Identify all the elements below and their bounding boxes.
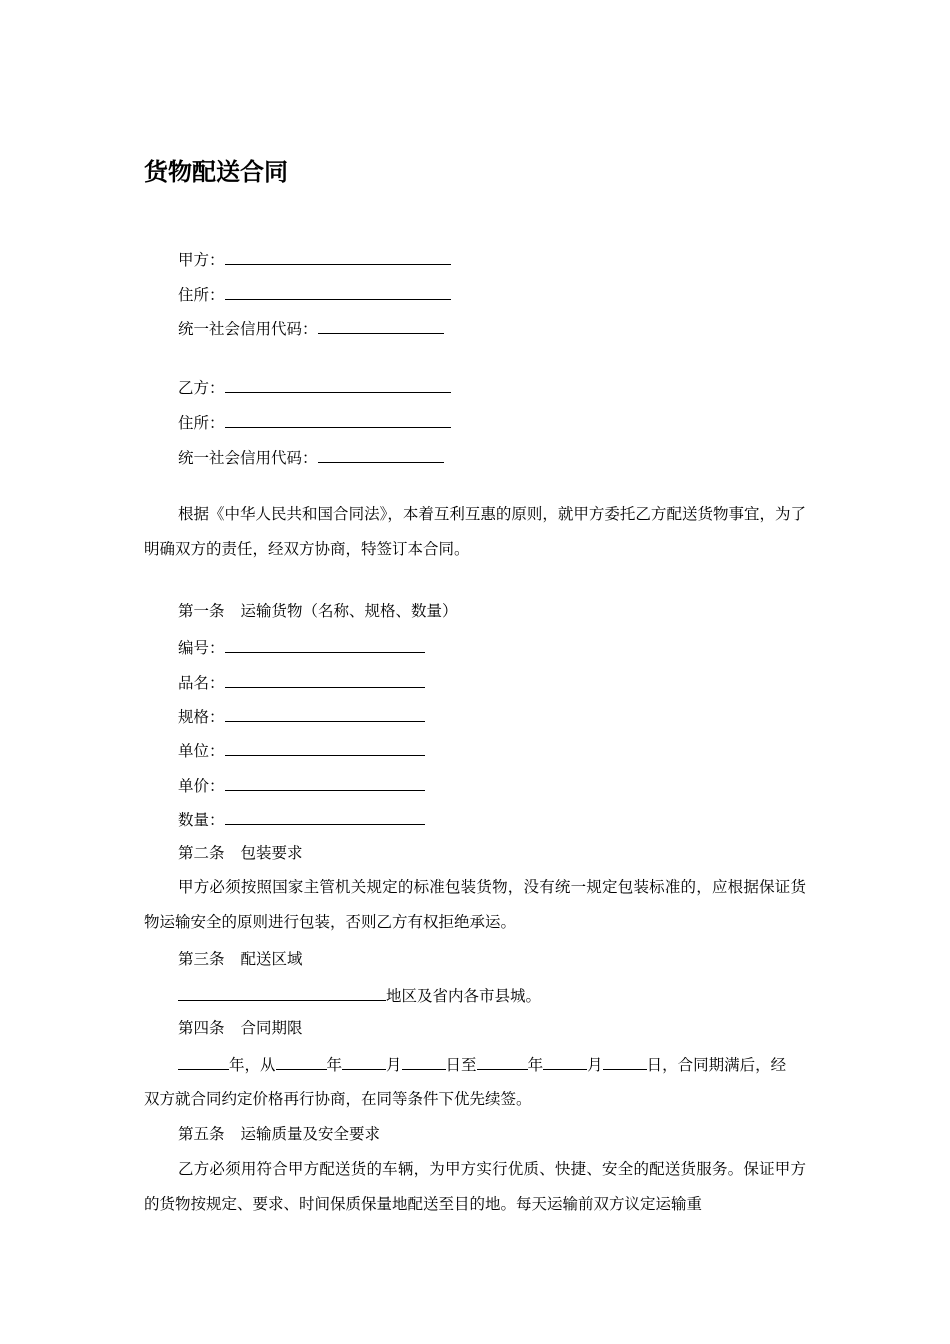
article5-number: 第五条 <box>178 1125 225 1143</box>
field-blank <box>225 636 425 653</box>
date-blank <box>402 1053 446 1070</box>
party-a-code-label: 统一社会信用代码： <box>178 320 318 338</box>
field-line <box>178 774 425 796</box>
field-blank <box>225 774 425 791</box>
article3-number: 第三条 <box>178 950 225 968</box>
date-blank <box>543 1053 587 1070</box>
party-b-address-blank <box>225 411 451 428</box>
field-label: 规格： <box>178 708 225 726</box>
party-b-code-line <box>178 446 444 468</box>
article3-heading <box>178 949 303 969</box>
party-a-address-blank <box>225 283 451 300</box>
date-text: 年 <box>326 1056 343 1074</box>
field-line <box>178 808 425 830</box>
party-a-code-blank <box>318 317 444 334</box>
article2-title: 包装要求 <box>240 844 303 862</box>
date-text: 月 <box>587 1056 603 1074</box>
article4-number: 第四条 <box>178 1019 225 1037</box>
article4-line2: 双方就合同约定价格再行协商，在同等条件下优先续签。 <box>144 1090 532 1108</box>
party-b-address-label: 住所： <box>178 414 225 432</box>
field-line <box>178 739 425 761</box>
article2-body: 甲方必须按照国家主管机关规定的标准包装货物，没有统一规定包装标准的，应根据保证货物运输安全的原则进行包装，否则乙方有权拒绝承运。 <box>144 878 806 931</box>
article1-number: 第一条 <box>178 602 225 620</box>
party-b-line <box>178 376 451 398</box>
field-blank <box>225 705 425 722</box>
field-line <box>178 705 425 727</box>
date-blank <box>477 1053 528 1070</box>
party-b-blank <box>225 376 451 393</box>
party-b-label: 乙方： <box>178 379 225 397</box>
article5-heading <box>178 1124 380 1144</box>
article3-title: 配送区域 <box>240 950 303 968</box>
region-blank <box>178 984 386 1001</box>
field-label: 单位： <box>178 742 225 760</box>
date-text: 日，合同期满后，经 <box>646 1056 787 1074</box>
date-blank <box>342 1053 386 1070</box>
article1-heading <box>178 601 458 621</box>
party-a-address-line <box>178 283 451 305</box>
party-a-line <box>178 248 451 270</box>
article2-number: 第二条 <box>178 844 225 862</box>
article5-title: 运输质量及安全要求 <box>240 1125 381 1143</box>
preamble: 根据《中华人民共和国合同法》，本着互利互惠的原则，就甲方委托乙方配送货物事宜，为了明确双方的责任，经双方协商，特签订本合同。 <box>144 505 806 558</box>
date-text: 年，从 <box>229 1056 276 1074</box>
party-a-label: 甲方： <box>178 251 225 269</box>
field-blank <box>225 739 425 756</box>
party-a-blank <box>225 248 451 265</box>
field-label: 编号： <box>178 639 225 657</box>
field-blank <box>225 808 425 825</box>
field-label: 品名： <box>178 674 225 692</box>
article4-dates <box>178 1053 786 1075</box>
party-b-code-label: 统一社会信用代码： <box>178 449 318 467</box>
party-a-code-line <box>178 317 444 339</box>
article5-body: 乙方必须用符合甲方配送货的车辆，为甲方实行优质、快捷、安全的配送货服务。保证甲方的货物按规定、要求、时间保质保量地配送至目的地。每天运输前双方议定运输重 <box>144 1160 806 1213</box>
field-blank <box>225 671 425 688</box>
date-blank <box>276 1053 327 1070</box>
date-blank <box>603 1053 647 1070</box>
article2-heading <box>178 843 303 863</box>
date-text: 日至 <box>445 1056 477 1074</box>
field-label: 单价： <box>178 777 225 795</box>
article4-title: 合同期限 <box>240 1019 303 1037</box>
field-line <box>178 671 425 693</box>
date-blank <box>178 1053 229 1070</box>
article3-body-text: 地区及省内各市县城。 <box>386 987 542 1005</box>
article4-heading <box>178 1018 303 1038</box>
article3-body <box>178 984 541 1006</box>
party-b-code-blank <box>318 446 444 463</box>
date-text: 年 <box>527 1056 544 1074</box>
article1-title: 运输货物（名称、规格、数量） <box>240 602 458 620</box>
field-line <box>178 636 425 658</box>
page-title: 货物配送合同 <box>144 158 288 186</box>
date-text: 月 <box>386 1056 402 1074</box>
party-a-address-label: 住所： <box>178 286 225 304</box>
party-b-address-line <box>178 411 451 433</box>
field-label: 数量： <box>178 811 225 829</box>
